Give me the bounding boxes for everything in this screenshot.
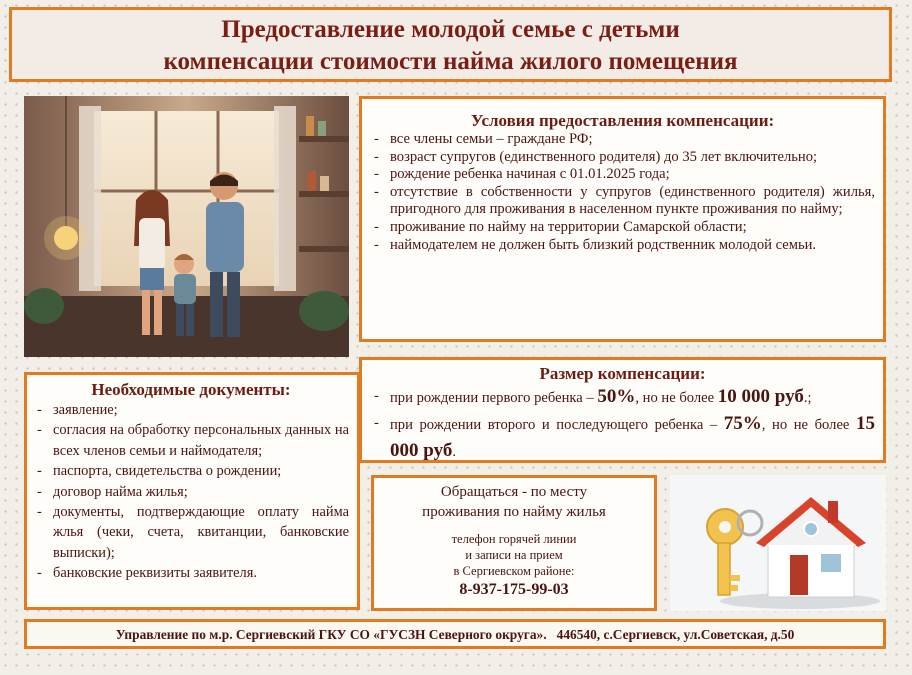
second-child-percent: 75%: [723, 413, 762, 434]
footer-address: Управление по м.р. Сергиевский ГКУ СО «ГУСЗН Северного округа». 446540, с.Сергиевск, ул.Советская, д.50: [115, 627, 795, 642]
contact-panel: [371, 475, 657, 611]
list-item: - проживание по найму на территории Самарской области;: [370, 219, 875, 237]
list-item: - наймодателем не должен быть близкий родственник молодой семьи.: [370, 237, 875, 255]
second-child-text: при рождении второго и последующего ребенка –: [390, 417, 724, 433]
list-item: [370, 411, 875, 465]
hotline-line3: в Сергиевском районе:: [453, 564, 575, 578]
list-item: - заявление;: [33, 400, 349, 420]
list-item: - паспорта, свидетельства о рождении;: [33, 461, 349, 481]
compensation-panel: [359, 357, 886, 463]
conditions-list: [370, 131, 875, 254]
list-item: [370, 384, 875, 411]
house-with-key-icon: [670, 475, 886, 611]
second-child-amount: 15 000 руб: [390, 413, 875, 461]
list-item: - банковские реквизиты заявителя.: [33, 563, 349, 583]
phone-number[interactable]: 8-937-175-99-03: [459, 581, 569, 598]
list-item: - рождение ребенка начиная с 01.01.2025 года;: [370, 166, 875, 184]
compensation-list: [370, 384, 875, 465]
compensation-heading: Размер компенсации:: [539, 364, 706, 383]
hotline-line2: и записи на прием: [465, 548, 563, 562]
footer-bar: [24, 619, 886, 649]
page-title-line2: компенсации стоимости найма жилого помещения: [163, 48, 738, 75]
hotline-line1: телефон горячей линии: [451, 532, 577, 546]
page-title-line1: Предоставление молодой семье с детьми: [221, 16, 680, 43]
conditions-panel: [359, 96, 886, 342]
title-banner: [9, 7, 892, 82]
first-child-percent: 50%: [597, 386, 636, 407]
second-child-suffix: .: [452, 444, 456, 460]
documents-list: [33, 400, 349, 584]
family-illustration-icon: [24, 96, 349, 357]
second-child-middle: , но не более: [761, 417, 856, 433]
first-child-text: при рождении первого ребенка –: [390, 390, 598, 406]
first-child-amount: 10 000 руб: [717, 386, 804, 407]
documents-panel: [24, 372, 360, 610]
contact-line2: проживания по найму жилья: [422, 504, 606, 520]
list-item: - документы, подтверждающие оплату найма жлья (чеки, счета, квитанции, банковские выписки);: [33, 502, 349, 563]
documents-heading: Необходимые документы:: [91, 380, 291, 399]
contact-line1: Обращаться - по месту: [440, 484, 588, 500]
list-item: - согласия на обработку персональных данных на всех членов семьи и наймодателя;: [33, 420, 349, 461]
first-child-suffix: .;: [803, 390, 812, 406]
first-child-middle: , но не более: [635, 390, 718, 406]
list-item: - возраст супругов (единственного родителя) до 35 лет включительно;: [370, 149, 875, 167]
list-item: - отсутствие в собственности у супругов (единственного родителя) жилья, пригодного для проживания в населенном пункте проживания по найму;: [370, 184, 875, 219]
list-item: - договор найма жилья;: [33, 482, 349, 502]
conditions-heading: Условия предоставления компенсации:: [470, 111, 775, 130]
list-item: - все члены семьи – граждане РФ;: [370, 131, 875, 149]
